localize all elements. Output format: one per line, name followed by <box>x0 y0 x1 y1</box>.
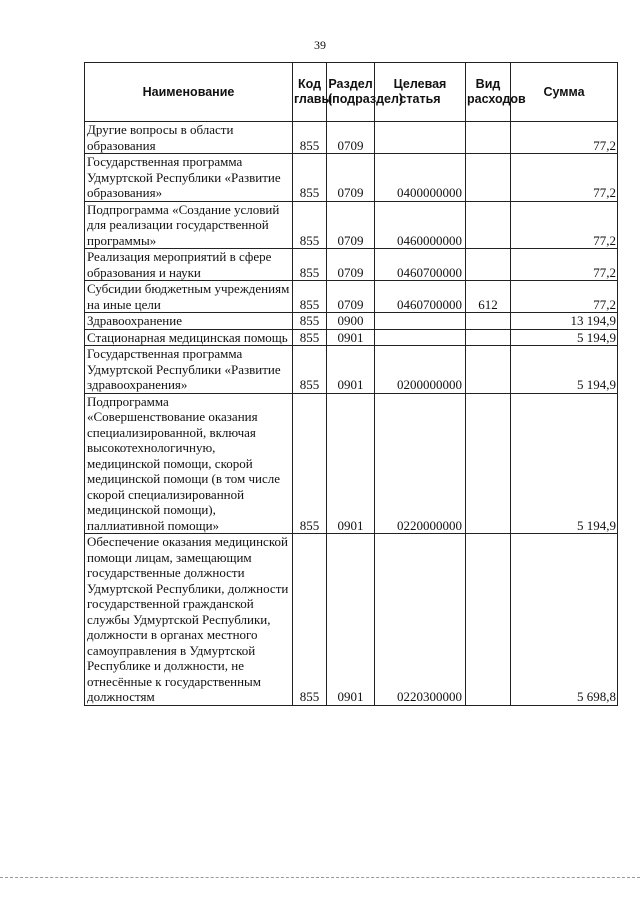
footer-divider <box>0 877 640 879</box>
row-type <box>466 534 511 706</box>
row-sum: 5 194,9 <box>511 329 618 346</box>
row-code: 855 <box>293 281 327 313</box>
row-sum: 5 194,9 <box>511 393 618 534</box>
row-name: Подпрограмма «Совершенствование оказания специализированной, включая высокотехнологичную, медицинской помощи, скорой медицинской помощи (в том числе скорой специализированной медицинской помощи), паллиативной помощи» <box>85 393 293 534</box>
row-code: 855 <box>293 313 327 330</box>
row-sum: 13 194,9 <box>511 313 618 330</box>
row-code: 855 <box>293 393 327 534</box>
row-code: 855 <box>293 154 327 202</box>
table-row <box>85 346 618 394</box>
header-name: Наименование <box>85 63 293 122</box>
header-section: Раздел (подраздел) <box>327 63 375 122</box>
row-code: 855 <box>293 346 327 394</box>
row-article: 0400000000 <box>375 154 466 202</box>
table-row <box>85 281 618 313</box>
row-type <box>466 313 511 330</box>
row-article: 0220300000 <box>375 534 466 706</box>
row-code: 855 <box>293 249 327 281</box>
page-number: 39 <box>314 38 326 52</box>
row-sum: 77,2 <box>511 249 618 281</box>
table-header <box>85 63 618 122</box>
row-section: 0901 <box>327 393 375 534</box>
row-code: 855 <box>293 201 327 249</box>
row-section: 0709 <box>327 122 375 154</box>
row-name: Здравоохранение <box>85 313 293 330</box>
row-name: Государственная программа Удмуртской Республики «Развитие образования» <box>85 154 293 202</box>
row-type <box>466 154 511 202</box>
row-code: 855 <box>293 534 327 706</box>
row-article: 0460700000 <box>375 249 466 281</box>
row-name: Подпрограмма «Создание условий для реализации государственной программы» <box>85 201 293 249</box>
table-row <box>85 313 618 330</box>
row-article: 0460000000 <box>375 201 466 249</box>
row-type: 612 <box>466 281 511 313</box>
row-sum: 5 698,8 <box>511 534 618 706</box>
row-sum: 77,2 <box>511 201 618 249</box>
row-type <box>466 329 511 346</box>
row-article: 0200000000 <box>375 346 466 394</box>
row-sum: 5 194,9 <box>511 346 618 394</box>
header-sum: Сумма <box>511 63 618 122</box>
table-row <box>85 534 618 706</box>
row-section: 0709 <box>327 281 375 313</box>
row-type <box>466 201 511 249</box>
table-row <box>85 393 618 534</box>
row-section: 0900 <box>327 313 375 330</box>
row-article <box>375 122 466 154</box>
row-section: 0709 <box>327 201 375 249</box>
row-name: Другие вопросы в области образования <box>85 122 293 154</box>
table-row <box>85 122 618 154</box>
row-article <box>375 329 466 346</box>
row-code: 855 <box>293 329 327 346</box>
row-article <box>375 313 466 330</box>
header-article: Целевая статья <box>375 63 466 122</box>
row-article: 0220000000 <box>375 393 466 534</box>
table-row <box>85 154 618 202</box>
row-section: 0709 <box>327 249 375 281</box>
row-sum: 77,2 <box>511 281 618 313</box>
row-name: Государственная программа Удмуртской Республики «Развитие здравоохранения» <box>85 346 293 394</box>
row-name: Обеспечение оказания медицинской помощи лицам, замещающим государственные должности Удмуртской Республики, должности государственной гражданской службы Удмуртской Республики, должности в органах местного самоуправления в Удмуртской Республике и должности, не отнесённые к государственным должностям <box>85 534 293 706</box>
table-row <box>85 329 618 346</box>
row-name: Реализация мероприятий в сфере образования и науки <box>85 249 293 281</box>
row-section: 0901 <box>327 329 375 346</box>
table-row <box>85 201 618 249</box>
row-section: 0901 <box>327 346 375 394</box>
row-sum: 77,2 <box>511 154 618 202</box>
row-name: Стационарная медицинская помощь <box>85 329 293 346</box>
row-type <box>466 393 511 534</box>
row-type <box>466 346 511 394</box>
row-sum: 77,2 <box>511 122 618 154</box>
row-article: 0460700000 <box>375 281 466 313</box>
table-row <box>85 249 618 281</box>
row-name: Субсидии бюджетным учреждениям на иные цели <box>85 281 293 313</box>
header-code: Код главы <box>293 63 327 122</box>
budget-table <box>84 62 618 706</box>
row-code: 855 <box>293 122 327 154</box>
header-type: Вид расходов <box>466 63 511 122</box>
row-section: 0901 <box>327 534 375 706</box>
row-type <box>466 249 511 281</box>
row-type <box>466 122 511 154</box>
row-section: 0709 <box>327 154 375 202</box>
